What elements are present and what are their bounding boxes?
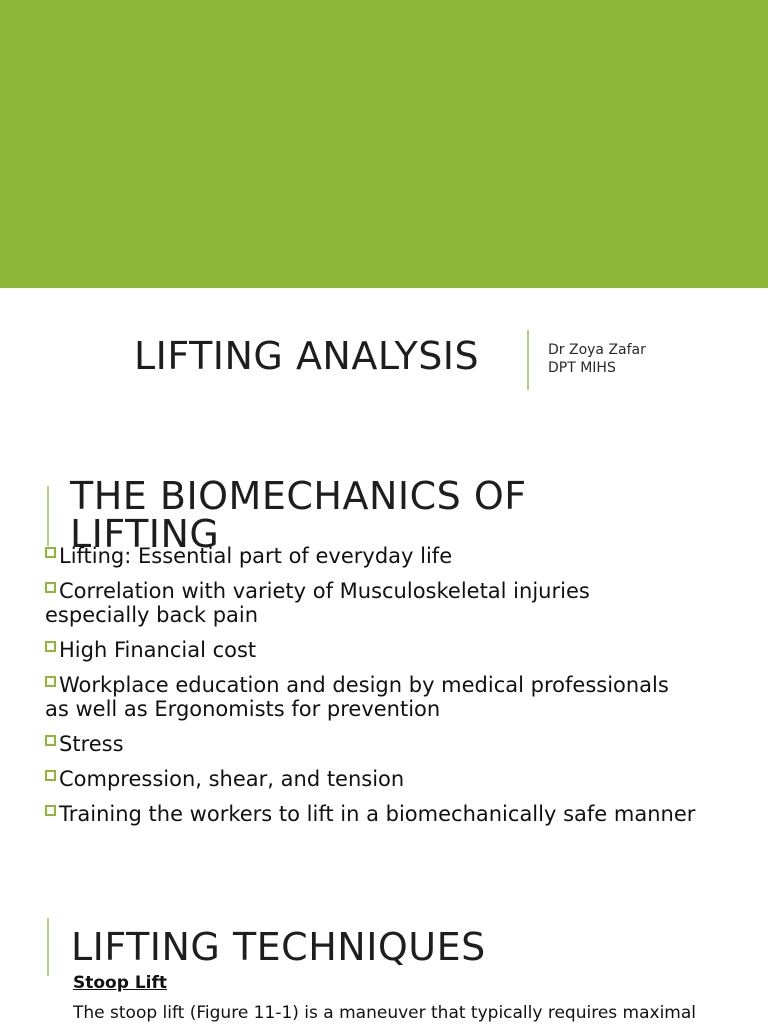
bullet-text: Workplace education and design by medical professionals as well as Ergonomists for prevention (45, 673, 669, 721)
bullet-text: Compression, shear, and tension (59, 767, 405, 791)
bullet-item (40, 767, 750, 791)
author-name: Dr Zoya Zafar (548, 342, 646, 358)
checkbox-square-icon (45, 582, 56, 593)
bullet-item (40, 579, 750, 627)
checkbox-square-icon (45, 735, 56, 746)
checkbox-square-icon (45, 770, 56, 781)
slide-title: LIFTING ANALYSIS (134, 334, 480, 378)
green-title-banner (0, 0, 768, 288)
biomechanics-heading (70, 474, 527, 556)
bullet-item (40, 638, 750, 662)
checkbox-square-icon (45, 641, 56, 652)
biomechanics-heading-line2: LIFTING (70, 512, 220, 556)
bullet-item (40, 802, 750, 826)
author-credentials: DPT MIHS (548, 360, 616, 376)
biomechanics-heading-line1: THE BIOMECHANICS OF (70, 474, 527, 518)
bullet-item (40, 673, 750, 721)
section-accent-bar (47, 918, 49, 976)
bullet-text: Training the workers to lift in a biomechanically safe manner (59, 802, 696, 826)
bullet-text: Lifting: Essential part of everyday life (59, 544, 453, 568)
checkbox-square-icon (45, 805, 56, 816)
title-divider (527, 330, 529, 390)
bullet-text: Correlation with variety of Musculoskeletal injuries especially back pain (45, 579, 590, 627)
stoop-lift-subheading: Stoop Lift (73, 973, 167, 993)
checkbox-square-icon (45, 547, 56, 558)
bullet-text: High Financial cost (59, 638, 257, 662)
bullet-item (40, 544, 750, 568)
bullet-item (40, 732, 750, 756)
author-block (548, 341, 646, 377)
stoop-lift-paragraph: The stoop lift (Figure 11-1) is a maneuver that typically requires maximal (73, 1003, 697, 1023)
section-accent-bar (47, 486, 49, 546)
bullet-text: Stress (59, 732, 124, 756)
biomechanics-bullet-list (40, 544, 750, 837)
techniques-heading: LIFTING TECHNIQUES (71, 925, 486, 969)
checkbox-square-icon (45, 676, 56, 687)
title-slide-header (0, 330, 768, 390)
